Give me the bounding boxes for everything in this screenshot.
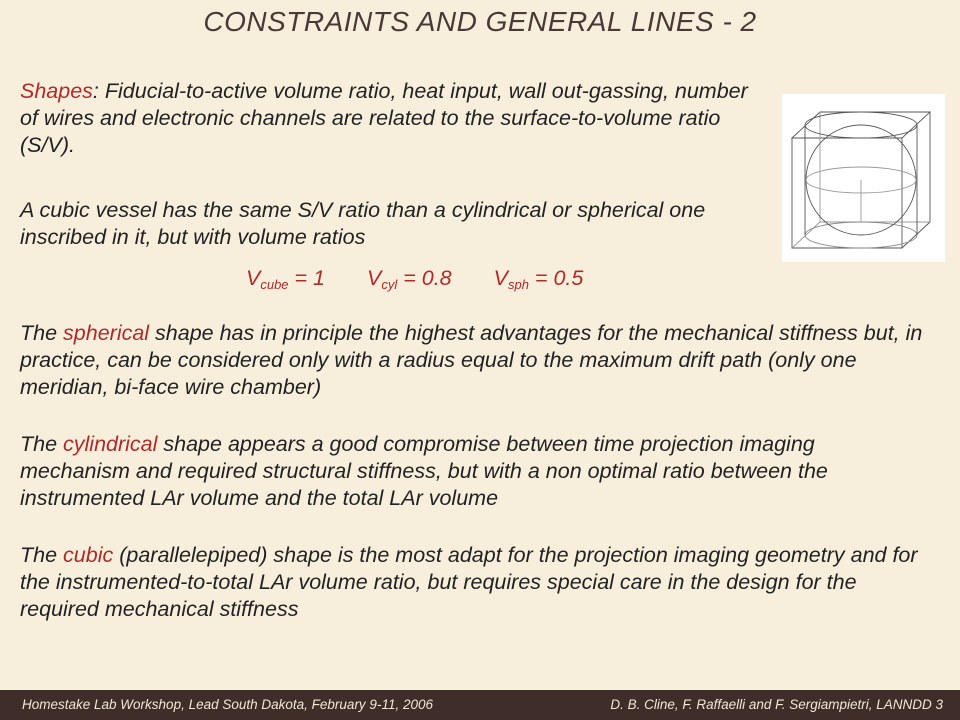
shapes-text: : Fiducial-to-active volume ratio, heat input, wall out-gassing, number of wires and electronic channels are related to the surface-to-volume ratio (S/V). [20, 79, 748, 157]
volume-cube: $V_{cube} = 1$ [246, 266, 326, 292]
volume-sph: $V_{sph} = 0.5$ [493, 266, 584, 292]
spherical-keyword: spherical [63, 321, 150, 345]
footer-authors: D. B. Cline, F. Raffaelli and F. Sergiampietri, LANNDD 3 [610, 697, 943, 712]
volume-cyl: $V_{cyl} = 0.8$ [367, 266, 452, 292]
volume-ratio-text: A cubic vessel has the same S/V ratio than a cylindrical or spherical one inscribed in it, but with volume ratios [20, 198, 706, 249]
cube-cylinder-sphere-drawing [782, 94, 945, 262]
shapes-keyword: Shapes [20, 79, 93, 103]
volume-ratio-paragraph [20, 197, 765, 251]
spherical-paragraph: The spherical shape has in principle the highest advantages for the mechanical stiffness but, in practice, can be considered only with a radius equal to the maximum drift path (only one meridian, bi-face wire chamber) [20, 321, 923, 399]
slide-title: CONSTRAINTS AND GENERAL LINES - 2 [203, 6, 757, 37]
cylindrical-paragraph: The cylindrical shape appears a good compromise between time projection imaging mechanism and required structural stiffness, but with a non optimal ratio between the instrumented LAr volume and the total LAr volume [20, 432, 828, 510]
cubic-keyword: cubic [63, 543, 114, 567]
shapes-paragraph [20, 78, 765, 159]
cube-cylinder-sphere-figure [782, 94, 945, 262]
volume-ratios [246, 266, 625, 292]
footer-event: Homestake Lab Workshop, Lead South Dakota, February 9-11, 2006 [22, 697, 433, 712]
cylindrical-keyword: cylindrical [63, 432, 158, 456]
footer-bar [0, 690, 960, 720]
cubic-paragraph: The cubic (parallelepiped) shape is the most adapt for the projection imaging geometry and for the instrumented-to-total LAr volume ratio, but requires special care in the design for the required mechanical stiffness [20, 543, 918, 621]
